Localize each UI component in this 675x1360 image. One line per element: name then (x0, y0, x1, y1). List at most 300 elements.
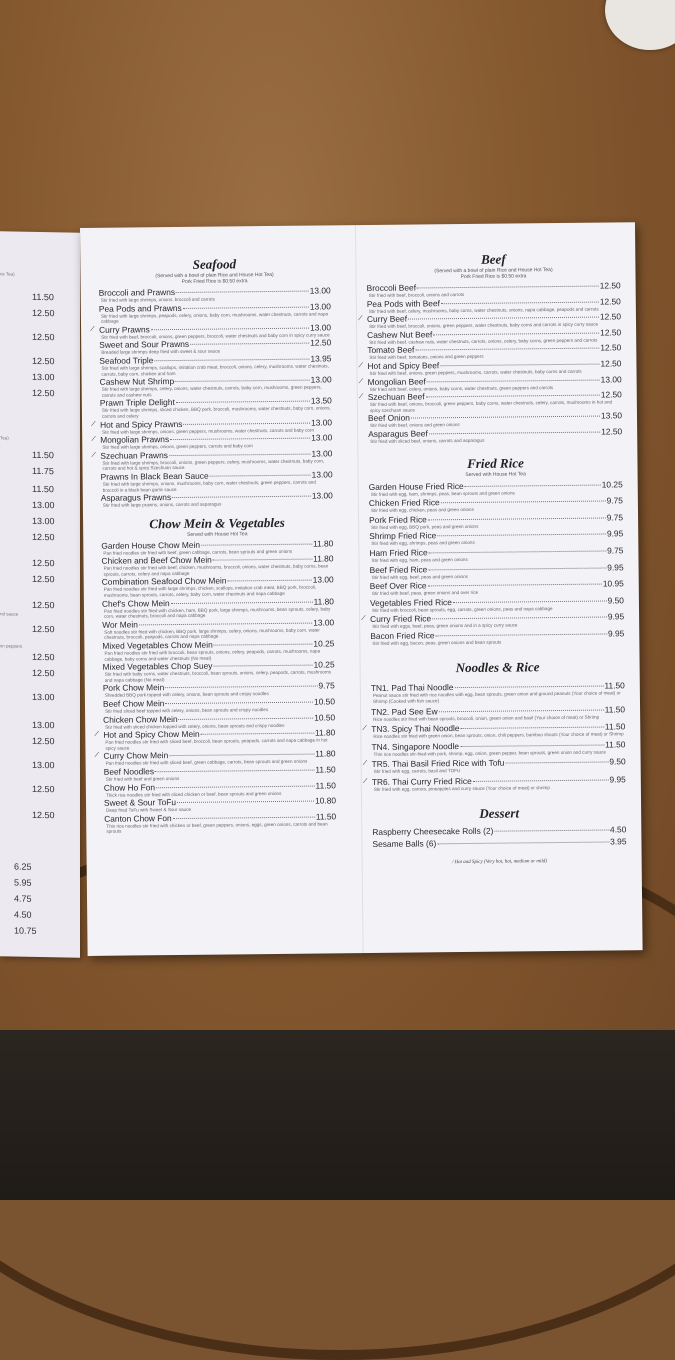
menu-item-description: Stir fried with egg, bacon, peas, green onions and bean sprouts (372, 639, 502, 646)
dot-leader (175, 380, 310, 382)
menu-item-name: Chow Ho Fon (103, 781, 156, 793)
dessert-title: Dessert (479, 805, 520, 821)
menu-item-name: TR6. Thai Curry Fried Rice (371, 775, 472, 788)
menu-item-price: 13.00 (313, 617, 335, 628)
menu-item (371, 739, 625, 757)
left-panel-price: 10.75 (14, 925, 37, 936)
dot-leader (165, 702, 313, 705)
menu-inner-spread (80, 222, 643, 956)
menu-item-name: Chicken Fried Rice (368, 497, 440, 509)
dot-leader (154, 359, 309, 362)
menu-item-description: Soft noodles stir fried with chicken, BBQ pork, large shrimps, celery, onions, mushrooms, baby corn, water chestnuts, broccoli, peapods, carrots and napa cabbage (104, 627, 320, 641)
chow-mein-title: Chow Mein & Vegetables (149, 514, 285, 531)
dot-leader (156, 785, 314, 788)
menu-item-description: Stir fried with sliced beef, onions, carrots and asparagus (370, 437, 485, 444)
menu-item-description: Stir fried with large shrimps, celery, onions, water chestnuts, carrots, baby corn, mushrooms, green peppers, carrots and cashew nuts (101, 384, 322, 398)
menu-item-description: Rice noodles stir fried with green onion, bean sprouts, onion, chili peppers, bamboo shoots (Your choice of meat) or Shrimp (373, 731, 624, 740)
menu-item-name: Cashew Nut Beef (367, 329, 433, 340)
menu-item-price: 11.50 (315, 779, 336, 791)
menu-item (369, 495, 623, 513)
menu-item-price: 11.50 (604, 721, 626, 732)
dot-leader (455, 686, 604, 689)
left-panel-price: 13.00 (32, 499, 55, 511)
menu-item-price: 11.80 (314, 727, 336, 738)
left-panel-price: 13.00 (32, 515, 55, 527)
dot-leader (437, 534, 606, 537)
menu-item-description: Stir fried with egg, ham, shrimps, peas, bean sprouts and green onions (370, 489, 515, 497)
menu-item-name: Ham Fried Rice (369, 547, 428, 558)
menu-item-description: Pan fried noodles stir fried with beef, green cabbage, carrots, bean sprouts and green onions (103, 548, 293, 556)
left-panel-price: 13.00 (32, 759, 55, 771)
menu-item-name: Seafood Triple (99, 355, 154, 366)
dot-leader (465, 484, 601, 486)
menu-item-name: Mongolian Prawns (100, 434, 170, 445)
menu-item-name: Beef Onion (367, 412, 410, 424)
menu-item (101, 554, 333, 578)
menu-item-description: Stir fried with large shrimps, onions, broccoli and carrots (100, 296, 215, 303)
menu-item (363, 611, 625, 630)
menu-item-price: 9.75 (606, 512, 624, 523)
dot-leader (426, 395, 600, 398)
chili-pepper-icon: ⁄ (96, 731, 98, 739)
menu-item-name: Beef Over Rice (369, 580, 427, 592)
menu-item-description: Peanut sauce stir fried with rice noodles with egg, bean sprouts, green onion and ground peanuts (Your choice of meat) or Shrimp (Cooked with fish sauce) (372, 690, 621, 705)
left-panel-price: 13.00 (32, 371, 55, 383)
dot-leader (171, 601, 313, 603)
left-panel-price: 4.75 (14, 893, 32, 904)
dot-leader (417, 286, 599, 289)
beef-note-extra: Pork Fried Rice is $0.50 extra (460, 273, 527, 281)
menu-item (364, 721, 626, 740)
menu-item-price: 9.75 (607, 545, 624, 556)
menu-item (360, 389, 622, 413)
menu-item (369, 529, 623, 547)
menu-item-description: Stir fried with beef, peas, green onions and over rice (371, 589, 479, 597)
dot-leader (213, 665, 312, 667)
dot-leader (428, 584, 602, 587)
dot-leader (473, 780, 609, 782)
menu-item-name: Mixed Vegetables Chop Suey (102, 660, 213, 673)
left-panel-price: 11.50 (32, 449, 54, 461)
dot-leader (201, 733, 314, 735)
dot-leader (227, 580, 311, 582)
left-panel-price: 12.50 (32, 735, 55, 747)
menu-item-name: TR5. Thai Basil Fried Rice with Tofu (371, 758, 505, 770)
menu-item-name: Shrimp Fried Rice (369, 530, 437, 542)
dessert-list (372, 824, 626, 849)
menu-item-name: Hot and Spicy Chow Mein (103, 728, 200, 740)
menu-item-description: Stir fried with egg, chicken, peas and green onions (370, 507, 474, 514)
menu-item-description: Stir fried with baby corns, water chestnuts, broccoli, bean sprouts, onions, celery, peapods, carrots, mushrooms and napa cabbage (No meat) (104, 669, 332, 683)
menu-item-description: Breaded large shrimps deep fried with sweet & sour sauce (101, 348, 221, 356)
left-panel-price: 12.50 (32, 667, 55, 679)
menu-item-name: Hot and Spicy Beef (367, 360, 440, 371)
dot-leader (173, 816, 315, 818)
menu-item-description: Stir fried with beef and green onions (105, 775, 180, 782)
dot-leader (432, 617, 607, 620)
menu-item-description: Stir fried with egg, BBQ pork, peas and green onions (371, 523, 479, 530)
menu-item-name: Sweet & Sour ToFu (103, 797, 177, 808)
chow-mein-note: Served with House Hot Tea (186, 530, 248, 538)
fold-line (355, 225, 367, 953)
left-panel-price: 12.50 (32, 387, 55, 399)
menu-item-description: Thick rice noodles stir fried with sliced chicken or beef, bean sprouts and green onions (105, 790, 282, 798)
menu-item-name: Sesame Balls (6) (372, 837, 437, 849)
left-panel-price: 13.00 (32, 719, 55, 731)
dot-leader (176, 401, 310, 403)
menu-item-name: Prawn Triple Delight (99, 397, 175, 409)
menu-item-price: 9.75 (606, 495, 623, 506)
menu-item-name: Broccoli Beef (366, 282, 417, 294)
left-panel-fragment: Tea) (0, 435, 9, 441)
menu-item-price: 10.25 (313, 659, 335, 670)
dot-leader (411, 416, 600, 419)
carpet-floor (0, 1030, 675, 1200)
left-panel-price: 13.00 (32, 691, 55, 703)
menu-item-price: 12.50 (310, 337, 332, 348)
menu-item-price: 11.80 (313, 553, 334, 564)
spicy-footnote-text: Hot and Spicy (Very hot, hot, medium or mild) (454, 858, 547, 865)
dot-leader (441, 501, 606, 504)
menu-item-description: Stir fried with egg, carrots, basil and TOFU (373, 768, 461, 775)
dot-leader (494, 829, 609, 831)
menu-item (99, 301, 331, 325)
menu-item (103, 660, 335, 684)
menu-item-description: Thin rice noodles stir fried with chicken or beef, green peppers, onions, eggs, green onions, carrots and bean sprouts (106, 821, 328, 835)
beef-title: Beef (480, 251, 506, 267)
menu-item-description: Stir fried with beef, tomatoes, onions and green peppers (369, 354, 484, 361)
seafood-list (92, 285, 333, 508)
menu-item-price: 9.75 (318, 680, 335, 691)
dot-leader (214, 644, 313, 646)
menu-item-name: Canton Chow Fon (104, 812, 172, 824)
left-panel-price: 12.50 (32, 331, 55, 343)
menu-item-row (372, 824, 626, 837)
menu-item-description: Pan fried noodles stir fried with broccoli, bean sprouts, onions, celery, peapods, carrots, mushrooms, napa cabbage, baby corns and water chestnuts (No meat) (104, 648, 321, 662)
menu-item-description: Pan fried noodles stir fried with beef, chicken, mushrooms, broccoli, onions, water chestnuts, baby corns, bean sprouts, carrots, celery and napa cabbage (103, 563, 329, 577)
chili-pepper-icon: ⁄ (93, 451, 95, 459)
fried-rice-title: Fried Rice (467, 454, 524, 471)
menu-item-price: 9.95 (607, 628, 625, 639)
seafood-note: (Served with a bowl of plain Rice and House Hot Tea) (155, 271, 274, 280)
left-panel-price: 6.25 (14, 861, 32, 872)
dot-leader (190, 343, 309, 345)
menu-item (104, 811, 336, 835)
menu-item-description: Stir fried with beef, cashew nuts, water chestnuts, carrots, onions, celery, baby corns, green peppers and carrots (369, 337, 598, 345)
menu-item-name: Garden House Fried Rice (368, 480, 464, 492)
menu-item-price: 13.50 (310, 395, 332, 406)
dot-leader (428, 517, 606, 520)
menu-item-name: Beef Chow Mein (102, 698, 165, 709)
dot-leader (427, 379, 600, 382)
menu-item-price: 12.50 (599, 295, 621, 307)
menu-item (369, 479, 623, 497)
menu-item-name: Hot and Spicy Prawns (100, 418, 183, 430)
dot-leader (155, 770, 314, 773)
menu-item (101, 490, 333, 508)
chow-mein-list (96, 538, 337, 835)
left-panel-price: 12.50 (32, 599, 55, 611)
dot-leader (177, 801, 314, 803)
dot-leader (213, 559, 312, 561)
menu-item-price: 13.00 (600, 373, 622, 385)
dot-leader (460, 744, 604, 747)
menu-item-description: Stir fried with sliced chicken topped with celery, onions, bean sprouts and crispy noodles (105, 722, 285, 730)
menu-item (364, 774, 626, 792)
menu-item (101, 469, 333, 493)
menu-item-name: Pea Pods and Prawns (98, 302, 182, 314)
left-panel-price: 12.50 (32, 307, 55, 319)
menu-item-name: Sweet and Sour Prawns (99, 339, 190, 351)
chili-pepper-icon: ⁄ (360, 393, 362, 401)
left-panel-price: 12.50 (32, 623, 55, 635)
menu-item-name: Prawns In Black Bean Sauce (100, 470, 209, 482)
menu-item-price: 9.95 (609, 774, 626, 785)
dot-leader (440, 364, 599, 367)
dot-leader (183, 422, 310, 424)
menu-item-price: 13.00 (309, 300, 331, 312)
chili-pepper-icon: ⁄ (360, 377, 362, 385)
chili-pepper-icon: ⁄ (452, 859, 454, 865)
menu-item-price: 11.80 (315, 748, 336, 759)
dot-leader (429, 550, 607, 553)
menu-item (370, 562, 624, 580)
noodles-title: Noodles & Rice (455, 659, 540, 676)
menu-item-description: Stir fried with large shrimps, sliced chicken, BBQ pork, broccoli, mushrooms, water chestnuts, baby corn, onions, carrots and celery (101, 405, 331, 419)
menu-item-price: 13.00 (311, 469, 333, 480)
menu-item-name: Chicken and Beef Chow Mein (101, 554, 212, 567)
menu-item-price: 12.50 (600, 358, 622, 369)
menu-item-description: Thin rice noodles stir-fried with pork, shrimp, egg, onion, green pepper, bean sprouts, green onion and curry sauce (373, 749, 606, 757)
menu-item-price: 10.50 (314, 711, 336, 723)
menu-column-right (359, 222, 627, 865)
dot-leader (415, 348, 599, 351)
menu-item-description: Stir fried with egg, shrimps, peas and green onions (371, 540, 475, 547)
menu-item-name: Mixed Vegetables Chow Mein (102, 639, 213, 651)
menu-item-description: Pan fried noodles stir fried with sliced beef, broccoli, bean sprouts, peapods, carrots and napa cabbage in hot spicy sauce (105, 737, 328, 751)
menu-item (369, 512, 623, 530)
menu-item (100, 396, 332, 420)
noodles-list (364, 680, 626, 793)
menu-item-name: Pork Fried Rice (369, 514, 427, 525)
dot-leader (439, 709, 604, 712)
menu-item-description: Stir fried with beef, broccoli, onions and carrots (368, 291, 465, 298)
dot-leader (437, 841, 609, 844)
left-panel-price: 12.50 (32, 651, 55, 663)
chili-pepper-icon: ⁄ (359, 315, 362, 323)
menu-item-price: 4.50 (609, 823, 627, 835)
menu-item-name: Curry Prawns (99, 324, 150, 335)
chili-pepper-icon: ⁄ (364, 778, 367, 786)
menu-item-name: Combination Seafood Chow Mein (101, 575, 227, 588)
left-panel-price: 12.50 (32, 573, 55, 585)
menu-item-name: Pea Pods with Beef (366, 297, 440, 309)
spicy-footnote (373, 858, 627, 866)
menu-item (102, 596, 334, 620)
menu-item (371, 704, 625, 722)
menu-item (371, 681, 625, 705)
left-panel-price: 4.50 (14, 909, 32, 920)
menu-item-description: Stir fried with beef, celery, mushrooms, baby corns, water chestnuts, onions, napa cabbage, peapods and carrots (368, 306, 599, 314)
menu-item-price: 13.00 (312, 574, 334, 586)
menu-item-name: Tomato Beef (367, 344, 415, 356)
dot-leader (151, 327, 309, 330)
menu-item-name: Raspberry Cheesecake Rolls (2) (372, 825, 494, 837)
menu-item-name: Szechuan Prawns (100, 449, 168, 461)
dot-leader (428, 567, 606, 570)
menu-item (100, 375, 332, 399)
menu-item-price: 13.00 (311, 416, 333, 428)
chili-pepper-icon: ⁄ (93, 435, 95, 443)
menu-item-description: Stir fried with beef, onions, green peppers, mushrooms, carrots, water chestnuts, baby corns and carrots (369, 368, 582, 376)
dot-leader (461, 727, 604, 730)
dot-leader (201, 543, 312, 545)
menu-item-description: Stir fried with large shrimps, peapods, celery, onions, baby corn, mushrooms, water chestnuts, carrots and napa cabbage (100, 311, 329, 324)
menu-item-price: 11.80 (313, 596, 334, 607)
menu-item (369, 545, 623, 563)
menu-item-price: 3.95 (610, 835, 627, 847)
menu-item-price: 11.50 (604, 703, 626, 715)
menu-item-description: Stir fried with large shrimps, onions, green peppers, mushrooms, water chestnuts, carrots and baby corn (102, 427, 315, 435)
beef-list (359, 280, 623, 444)
chili-pepper-icon: ⁄ (363, 615, 365, 623)
menu-item-description: Stir fried with eggs, beef, peas, green onions and in a spicy curry sauce (372, 622, 518, 630)
menu-item (102, 617, 334, 641)
menu-item-description: Pan fried noodles stir fried with chicken, ham, BBQ pork, large shrimps, mushrooms, bean sprouts, celery, baby corn, water chestnuts, broccoli and napa cabbage (103, 606, 331, 620)
left-panel-price: 12.50 (32, 809, 55, 821)
dot-leader (176, 291, 309, 293)
menu-item-price: 13.50 (600, 410, 623, 421)
menu-item-description: Pan fried noodles stir fried with sliced beef, green cabbage, carrots, bean sprouts and green onions (105, 759, 308, 767)
left-panel-price: 12.50 (32, 783, 55, 795)
menu-item-price: 10.50 (313, 696, 336, 707)
menu-item-description: Stir fried with large shrimps, onions, green peppers, carrots and baby corn (102, 443, 253, 450)
menu-item-name: Wor Mein (102, 619, 138, 630)
menu-item-price: 9.95 (606, 528, 624, 539)
menu-item-description: Stir fried with large shrimps, broccoli, onions, green peppers, celery, mushrooms, water chestnuts, baby corn, carrots and hot & spicy Szechuan sauce (102, 458, 325, 472)
dot-leader (429, 432, 600, 435)
menu-item-name: Garden House Chow Mein (101, 539, 201, 551)
menu-item-name: Beef Fried Rice (369, 563, 428, 575)
menu-item-price: 13.00 (311, 448, 333, 459)
menu-left-panel (0, 231, 80, 957)
menu-item (102, 575, 334, 599)
menu-item-description: Stir fried with beef, onions, broccoli, green peppers, baby corns, water chestnuts, celery, carrots, mushrooms in hot and spicy szechuan sauce (369, 399, 613, 413)
menu-item-description: Stir fried with large shrimps, onions, mushrooms, baby corn, water chestnuts, green peppers, carrots and broccoli in a black bean garlic sauce (102, 479, 316, 493)
menu-item-description: Shredded BBQ pork topped with celery, onions, bean sprouts and crispy noodles (104, 691, 269, 699)
menu-item-price: 11.50 (315, 811, 337, 822)
menu-item-description: Stir fried with large shrimps, scallops, imitation crab meat, broccoli, onions, celery, mushrooms, water chestnuts, carrots, baby corn, chicken and ham (101, 363, 329, 377)
menu-item-name: Curry Fried Rice (370, 613, 432, 625)
dot-leader (505, 762, 608, 764)
menu-item-description: Stir fried with egg, carrots, pineapples and curry sauce (Your choice of meat) or shrimp (373, 785, 550, 792)
menu-item-name: Broccoli and Prawns (98, 287, 176, 298)
menu-item-price: 11.80 (312, 538, 334, 549)
dot-leader (436, 633, 607, 636)
menu-item-name: Cashew Nut Shrimp (99, 376, 175, 387)
menu-item-description: Stir fried with egg, ham, peas and green onions (371, 556, 468, 563)
menu-item-price: 13.00 (311, 432, 333, 443)
menu-item-description: Stir fried with beef, broccoli, onions, green peppers, broccoli, water chestnuts and baby corn in spicy curry sauce (101, 332, 330, 340)
chili-pepper-icon: ⁄ (96, 752, 98, 760)
menu-item-description: Stir fried with broccoli, bean sprouts, egg, carrots, green onions, peas and napa cabbage (371, 605, 553, 613)
menu-item-price: 13.00 (310, 322, 332, 333)
dot-leader (433, 332, 599, 335)
left-panel-fragment: ce Tea) (0, 271, 15, 277)
dot-leader (183, 306, 309, 308)
menu-item (368, 426, 622, 444)
menu-item (93, 448, 333, 472)
menu-item-price: 12.50 (600, 342, 622, 353)
dot-leader (172, 496, 311, 498)
dot-leader (179, 717, 314, 719)
dot-leader (169, 453, 311, 455)
menu-item-price: 11.50 (604, 680, 625, 692)
menu-item-price: 9.50 (609, 756, 626, 767)
menu-item (99, 353, 331, 377)
menu-item-price: 13.00 (309, 285, 331, 296)
menu-item-price: 11.50 (315, 764, 336, 775)
menu-item-description: Deep fried ToFu with Sweet & Sour sauce (106, 807, 192, 813)
left-panel-fragment: sn peppers (0, 643, 23, 649)
menu-item-price: 13.00 (311, 490, 333, 501)
menu-item-name: Mongolian Beef (367, 375, 426, 387)
menu-item-price: 11.50 (605, 739, 626, 750)
menu-item-name: TN3. Spicy Thai Noodle (371, 723, 460, 735)
menu-item-name: Curry Beef (366, 313, 408, 325)
seafood-title: Seafood (192, 256, 237, 272)
menu-item-description: Stir fried with beef, onions and green onions (370, 422, 460, 429)
menu-item-description: Pan fried noodles stir fried with large shrimps, chicken, scallops, imitation crab meat, BBQ pork, broccoli, mushrooms, bean sprouts, carrots, celery, baby corn, water chestnuts and napa cabbage (103, 585, 317, 598)
beef-note: (Served with a bowl of plain Rice and House Hot Tea) (434, 267, 553, 275)
menu-item-price: 12.50 (600, 327, 622, 338)
menu-item-price: 13.00 (310, 374, 332, 385)
menu-item (102, 638, 334, 662)
seafood-note-extra: Pork Fried Rice is $0.50 extra (181, 278, 248, 285)
menu-item (364, 756, 626, 775)
menu-item-description: Rice noodles stir fried with bean sprouts, broccoli, onion, green onion and basil (Your choice of meat) or Shrimp (373, 714, 600, 722)
dot-leader (441, 301, 599, 304)
menu-item (96, 727, 336, 752)
dot-leader (165, 686, 317, 689)
dot-leader (210, 475, 311, 477)
left-panel-price: 12.50 (32, 355, 55, 367)
menu-item-description: Stir fried with beef, broccoli, onions, green peppers, water chestnuts, baby corns and carrots in spicy curry sauce (369, 321, 599, 330)
menu-item-price: 12.50 (599, 311, 622, 322)
menu-item-price: 12.50 (599, 280, 621, 291)
dot-leader (453, 600, 607, 603)
dot-leader (139, 622, 312, 625)
dot-leader (169, 754, 314, 757)
menu-column-left (92, 225, 337, 835)
left-panel-price: 12.50 (32, 531, 55, 543)
left-panel-price: 11.50 (32, 483, 54, 495)
menu-item-name: Curry Chow Mein (103, 750, 169, 762)
menu-item-price: 10.95 (602, 578, 624, 589)
menu-item (370, 628, 624, 646)
menu-item-name: TN2. Pad See Ew (371, 705, 438, 717)
menu-item-description: Stir fried with large prawns, onions, carrots and asparagus (102, 501, 222, 508)
menu-item-name: TN1. Pad Thai Noodle (370, 682, 454, 694)
menu-item-price: 9.95 (607, 611, 625, 622)
dot-leader (408, 317, 599, 320)
left-panel-price: 5.95 (14, 877, 32, 888)
menu-item-name: Vegetables Fried Rice (369, 596, 452, 608)
menu-item-description: Stir fried sliced beef topped with celery, onions, bean sprouts and crispy noodles (105, 707, 269, 714)
menu-item-name: Asparagus Prawns (100, 492, 172, 503)
chili-pepper-icon: ⁄ (364, 725, 366, 733)
left-panel-price: 12.50 (32, 557, 55, 569)
